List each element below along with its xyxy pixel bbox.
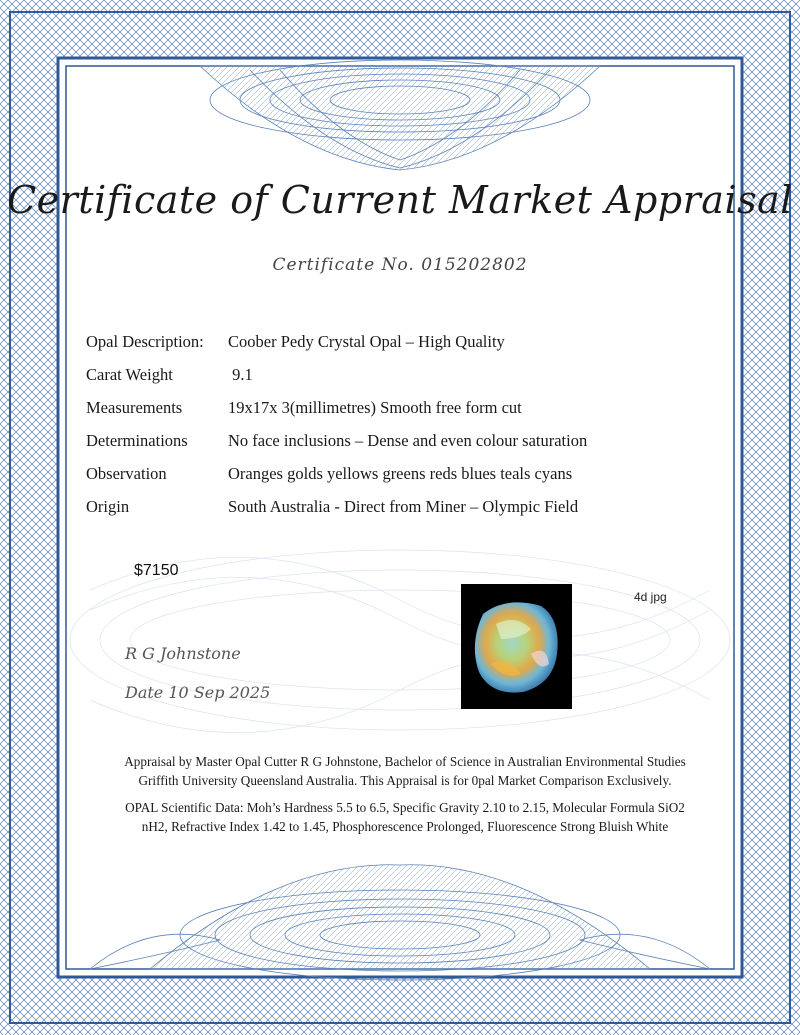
details-label: Carat Weight (86, 364, 173, 384)
details-value: Oranges golds yellows greens reds blues teals cyans (228, 463, 573, 483)
opal-image (461, 584, 572, 709)
signature-date: Date 10 Sep 2025 (125, 683, 271, 702)
details-label: Measurements (86, 397, 183, 417)
details-value: 19x17x 3(millimetres) Smooth free form cut (228, 397, 522, 417)
details-row (86, 457, 726, 490)
details-label: Determinations (86, 430, 188, 450)
scientific-data (85, 798, 725, 836)
details-table (86, 325, 726, 523)
opal-photo (461, 584, 572, 709)
details-row (86, 391, 726, 424)
details-value: South Australia - Direct from Miner – Olympic Field (228, 496, 579, 516)
details-label: Opal Description: (86, 331, 204, 351)
appraisal-line: Appraisal by Master Opal Cutter R G Johnstone, Bachelor of Science in Australian Environmental Studies (124, 754, 686, 769)
signature-name: R G Johnstone (125, 644, 241, 663)
certificate-number: Certificate No. 015202802 (272, 255, 528, 275)
details-value: Coober Pedy Crystal Opal – High Quality (228, 331, 505, 351)
details-row (86, 325, 726, 358)
details-label: Observation (86, 463, 167, 483)
scientific-line: nH2, Refractive Index 1.42 to 1.45, Phosphorescence Prolonged, Fluorescence Strong Bluish White (141, 819, 669, 834)
certificate-title: Certificate of Current Market Appraisal (7, 178, 793, 222)
appraised-price: $7150 (134, 562, 179, 579)
details-label: Origin (86, 496, 130, 516)
details-value: 9.1 (228, 364, 253, 384)
photo-caption: 4d jpg (634, 590, 667, 604)
details-row (86, 358, 726, 391)
details-value: No face inclusions – Dense and even colour saturation (228, 430, 588, 450)
scientific-line: OPAL Scientific Data: Moh’s Hardness 5.5 to 6.5, Specific Gravity 2.10 to 2.15, Molecular Formula SiO2 (125, 800, 685, 815)
details-row (86, 424, 726, 457)
appraisal-statement (85, 752, 725, 790)
appraisal-line: Griffith University Queensland Australia. This Appraisal is for 0pal Market Comparison Exclusively. (138, 773, 672, 788)
details-row (86, 490, 726, 523)
